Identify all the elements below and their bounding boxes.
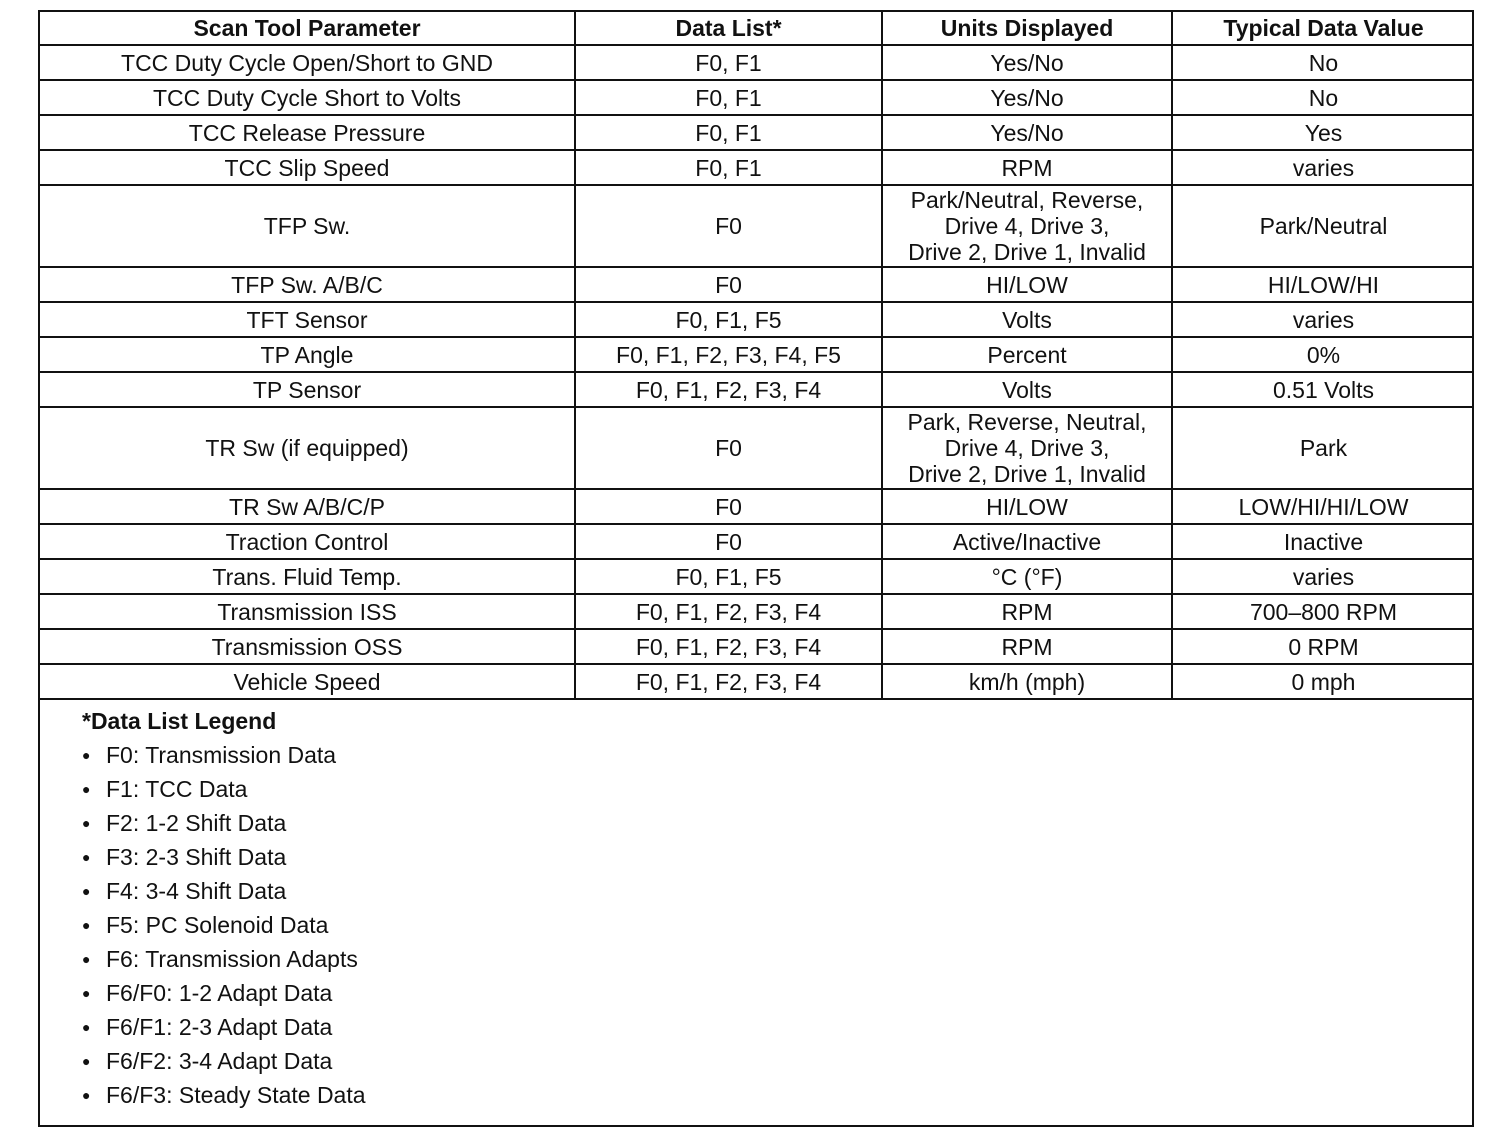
legend-item — [82, 908, 1472, 942]
bullet-icon: ● — [82, 1019, 91, 1035]
cell-typical-data-value: Inactive — [1172, 524, 1474, 559]
cell-data-list: F0, F1, F2, F3, F4 — [575, 629, 882, 664]
legend-item — [82, 1044, 1472, 1078]
bullet-icon: ● — [82, 1053, 91, 1069]
cell-scan-tool-parameter: TR Sw (if equipped) — [40, 407, 575, 489]
cell-scan-tool-parameter: Vehicle Speed — [40, 664, 575, 699]
legend-item-text: F2: 1-2 Shift Data — [106, 810, 287, 836]
legend-item-text: F5: PC Solenoid Data — [106, 912, 329, 938]
bullet-icon: ● — [82, 849, 91, 865]
legend-item-text: F1: TCC Data — [106, 776, 248, 802]
cell-scan-tool-parameter: Transmission OSS — [40, 629, 575, 664]
cell-typical-data-value: varies — [1172, 559, 1474, 594]
legend-item — [82, 874, 1472, 908]
cell-typical-data-value: HI/LOW/HI — [1172, 267, 1474, 302]
cell-units-displayed: Yes/No — [882, 45, 1172, 80]
table-body — [40, 45, 1474, 699]
cell-units-displayed: km/h (mph) — [882, 664, 1172, 699]
cell-data-list: F0, F1, F2, F3, F4 — [575, 372, 882, 407]
cell-line: Drive 2, Drive 1, Invalid — [908, 461, 1146, 487]
cell-scan-tool-parameter: TFT Sensor — [40, 302, 575, 337]
cell-units-displayed: °C (°F) — [882, 559, 1172, 594]
legend-item-text: F6: Transmission Adapts — [106, 946, 358, 972]
table-row — [40, 115, 1474, 150]
cell-scan-tool-parameter: TP Angle — [40, 337, 575, 372]
table-row — [40, 337, 1474, 372]
cell-typical-data-value: varies — [1172, 302, 1474, 337]
cell-typical-data-value: Park — [1172, 407, 1474, 489]
cell-units-displayed — [882, 185, 1172, 267]
cell-typical-data-value: Park/Neutral — [1172, 185, 1474, 267]
cell-scan-tool-parameter: TCC Duty Cycle Short to Volts — [40, 80, 575, 115]
cell-typical-data-value: LOW/HI/HI/LOW — [1172, 489, 1474, 524]
cell-units-displayed: Volts — [882, 302, 1172, 337]
cell-data-list: F0 — [575, 185, 882, 267]
cell-data-list: F0 — [575, 407, 882, 489]
table-row — [40, 80, 1474, 115]
cell-data-list: F0, F1 — [575, 150, 882, 185]
cell-typical-data-value: Yes — [1172, 115, 1474, 150]
cell-scan-tool-parameter: Transmission ISS — [40, 594, 575, 629]
legend-item-text: F6/F3: Steady State Data — [106, 1082, 366, 1108]
cell-units-displayed: Percent — [882, 337, 1172, 372]
bullet-icon: ● — [82, 985, 91, 1001]
legend-item — [82, 1010, 1472, 1044]
cell-units-displayed: Active/Inactive — [882, 524, 1172, 559]
cell-scan-tool-parameter: TFP Sw. — [40, 185, 575, 267]
table-row — [40, 45, 1474, 80]
legend-item — [82, 976, 1472, 1010]
header-scan-tool-parameter: Scan Tool Parameter — [40, 12, 575, 45]
cell-units-displayed: Yes/No — [882, 80, 1172, 115]
cell-typical-data-value: 0.51 Volts — [1172, 372, 1474, 407]
legend-list — [82, 738, 1472, 1112]
cell-scan-tool-parameter: TCC Duty Cycle Open/Short to GND — [40, 45, 575, 80]
header-units-displayed: Units Displayed — [882, 12, 1172, 45]
cell-line: Drive 2, Drive 1, Invalid — [908, 239, 1146, 265]
cell-scan-tool-parameter: TR Sw A/B/C/P — [40, 489, 575, 524]
cell-units-displayed: RPM — [882, 594, 1172, 629]
cell-scan-tool-parameter: Traction Control — [40, 524, 575, 559]
legend-item-text: F6/F1: 2-3 Adapt Data — [106, 1014, 333, 1040]
legend-item — [82, 840, 1472, 874]
cell-units-displayed — [882, 407, 1172, 489]
table-row — [40, 594, 1474, 629]
cell-units-displayed: HI/LOW — [882, 489, 1172, 524]
cell-units-displayed: HI/LOW — [882, 267, 1172, 302]
cell-typical-data-value: 0% — [1172, 337, 1474, 372]
cell-scan-tool-parameter: TCC Release Pressure — [40, 115, 575, 150]
legend-title: *Data List Legend — [82, 708, 277, 734]
cell-typical-data-value: No — [1172, 45, 1474, 80]
legend-item — [82, 772, 1472, 806]
table-row — [40, 524, 1474, 559]
cell-scan-tool-parameter: TFP Sw. A/B/C — [40, 267, 575, 302]
cell-data-list: F0 — [575, 524, 882, 559]
legend-item-text: F6/F2: 3-4 Adapt Data — [106, 1048, 333, 1074]
scan-tool-data-document — [38, 10, 1474, 1127]
table-row — [40, 302, 1474, 337]
table-row — [40, 150, 1474, 185]
table-row — [40, 629, 1474, 664]
table-row — [40, 664, 1474, 699]
cell-scan-tool-parameter: TP Sensor — [40, 372, 575, 407]
table-row — [40, 267, 1474, 302]
cell-line: Park, Reverse, Neutral, — [907, 409, 1147, 435]
table-row — [40, 489, 1474, 524]
bullet-icon: ● — [82, 951, 91, 967]
cell-units-displayed: Yes/No — [882, 115, 1172, 150]
cell-scan-tool-parameter: Trans. Fluid Temp. — [40, 559, 575, 594]
table-header-row — [40, 12, 1474, 45]
table-row — [40, 559, 1474, 594]
cell-units-displayed: RPM — [882, 150, 1172, 185]
table-row — [40, 185, 1474, 267]
cell-typical-data-value: 0 RPM — [1172, 629, 1474, 664]
bullet-icon: ● — [82, 747, 91, 763]
legend-item-text: F6/F0: 1-2 Adapt Data — [106, 980, 333, 1006]
legend-item — [82, 1078, 1472, 1112]
legend-item — [82, 806, 1472, 840]
table-row — [40, 372, 1474, 407]
cell-data-list: F0, F1 — [575, 115, 882, 150]
cell-typical-data-value: varies — [1172, 150, 1474, 185]
cell-units-displayed: RPM — [882, 629, 1172, 664]
cell-data-list: F0, F1, F5 — [575, 302, 882, 337]
cell-scan-tool-parameter: TCC Slip Speed — [40, 150, 575, 185]
legend-item — [82, 738, 1472, 772]
bullet-icon: ● — [82, 917, 91, 933]
cell-data-list: F0, F1, F2, F3, F4, F5 — [575, 337, 882, 372]
scan-tool-parameter-table — [40, 12, 1474, 700]
cell-units-displayed: Volts — [882, 372, 1172, 407]
cell-line: Park/Neutral, Reverse, — [910, 187, 1144, 213]
legend-item-text: F4: 3-4 Shift Data — [106, 878, 287, 904]
bullet-icon: ● — [82, 883, 91, 899]
legend-item — [82, 942, 1472, 976]
bullet-icon: ● — [82, 815, 91, 831]
cell-data-list: F0, F1, F2, F3, F4 — [575, 664, 882, 699]
bullet-icon: ● — [82, 1087, 91, 1103]
cell-data-list: F0, F1, F5 — [575, 559, 882, 594]
cell-data-list: F0, F1, F2, F3, F4 — [575, 594, 882, 629]
header-data-list: Data List* — [575, 12, 882, 45]
header-typical-data-value: Typical Data Value — [1172, 12, 1474, 45]
table-row — [40, 407, 1474, 489]
cell-data-list: F0 — [575, 489, 882, 524]
cell-line: Drive 4, Drive 3, — [944, 213, 1110, 239]
cell-data-list: F0, F1 — [575, 80, 882, 115]
data-list-legend — [40, 700, 1472, 1112]
legend-item-text: F3: 2-3 Shift Data — [106, 844, 287, 870]
cell-data-list: F0, F1 — [575, 45, 882, 80]
cell-typical-data-value: No — [1172, 80, 1474, 115]
cell-typical-data-value: 0 mph — [1172, 664, 1474, 699]
cell-typical-data-value: 700–800 RPM — [1172, 594, 1474, 629]
cell-data-list: F0 — [575, 267, 882, 302]
bullet-icon: ● — [82, 781, 91, 797]
legend-item-text: F0: Transmission Data — [106, 742, 337, 768]
cell-line: Drive 4, Drive 3, — [944, 435, 1110, 461]
